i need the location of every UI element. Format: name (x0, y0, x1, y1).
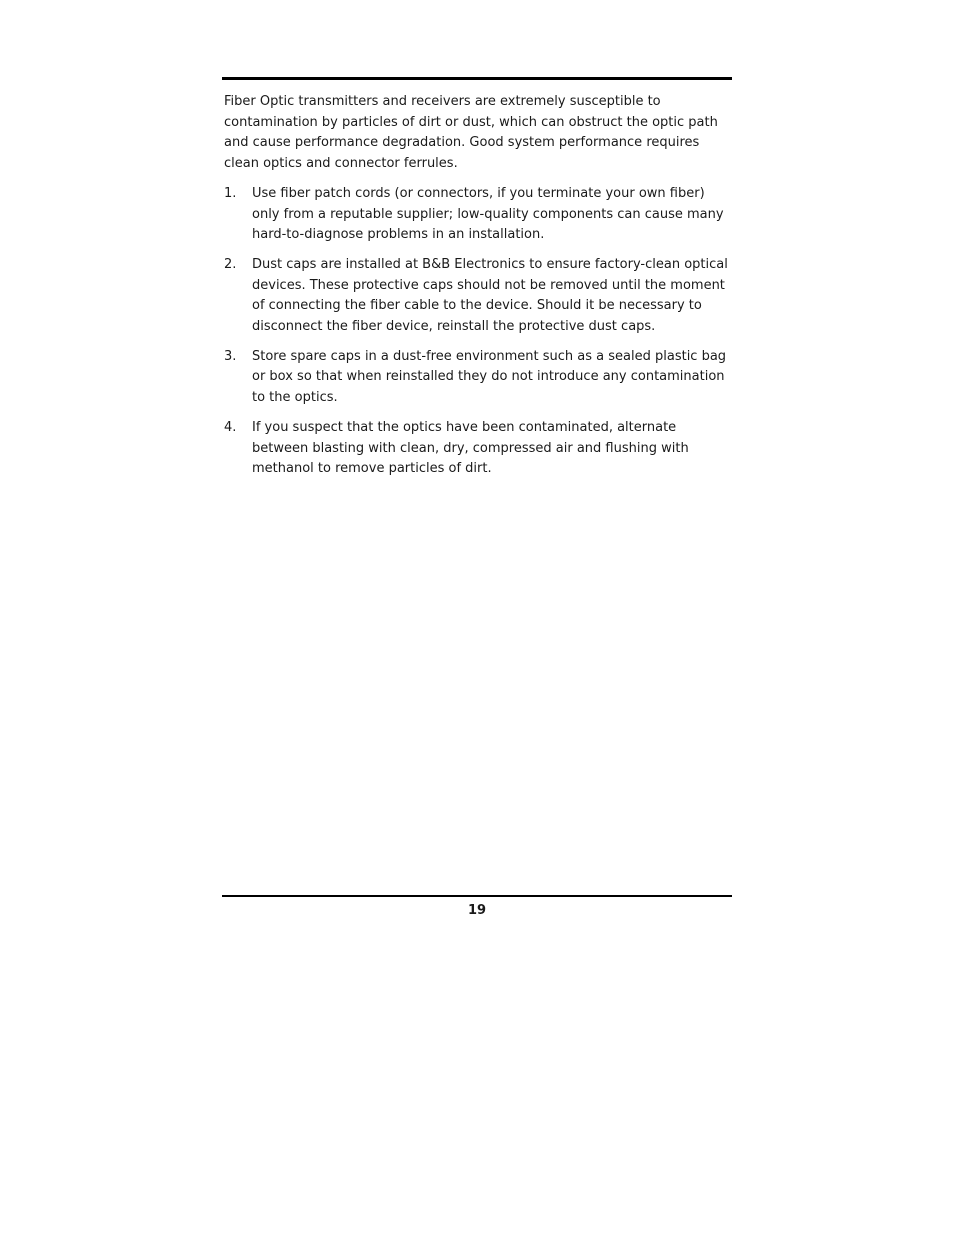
intro-paragraph: Fiber Optic transmitters and receivers are extremely susceptible to contamination by particles of dirt or dust, which can obstruct the optic path and cause performance degradation. Good system performance requires clean optics and connector ferrules. (224, 94, 718, 172)
list-item (224, 418, 730, 480)
list-item (224, 255, 730, 338)
cleaning-steps-list (224, 184, 730, 480)
footer-rule (222, 895, 732, 897)
list-item-number: 4. (224, 419, 237, 435)
page-number: 19 (467, 903, 487, 918)
list-item-number: 3. (224, 348, 237, 364)
list-item (224, 347, 730, 409)
list-item-number: 1. (224, 185, 237, 201)
list-item-text: Use fiber patch cords (or connectors, if you terminate your own fiber) only from a reputable supplier; low-quality components can cause many hard-to-diagnose problems in an installation. (252, 185, 724, 243)
list-item-text: Dust caps are installed at B&B Electronics to ensure factory-clean optical devices. These protective caps should not be removed until the moment of connecting the fiber cable to the device. Should it be necessary to disconnect the fiber device, reinstall the protective dust caps. (252, 256, 728, 335)
list-item (224, 184, 730, 246)
header-rule (222, 77, 732, 80)
list-item-text: If you suspect that the optics have been contaminated, alternate between blasting with clean, dry, compressed air and flushing with methanol to remove particles of dirt. (252, 419, 689, 477)
list-item-text: Store spare caps in a dust-free environment such as a sealed plastic bag or box so that when reinstalled they do not introduce any contamination to the optics. (252, 348, 727, 406)
page-body (224, 92, 730, 489)
list-item-number: 2. (224, 256, 237, 272)
